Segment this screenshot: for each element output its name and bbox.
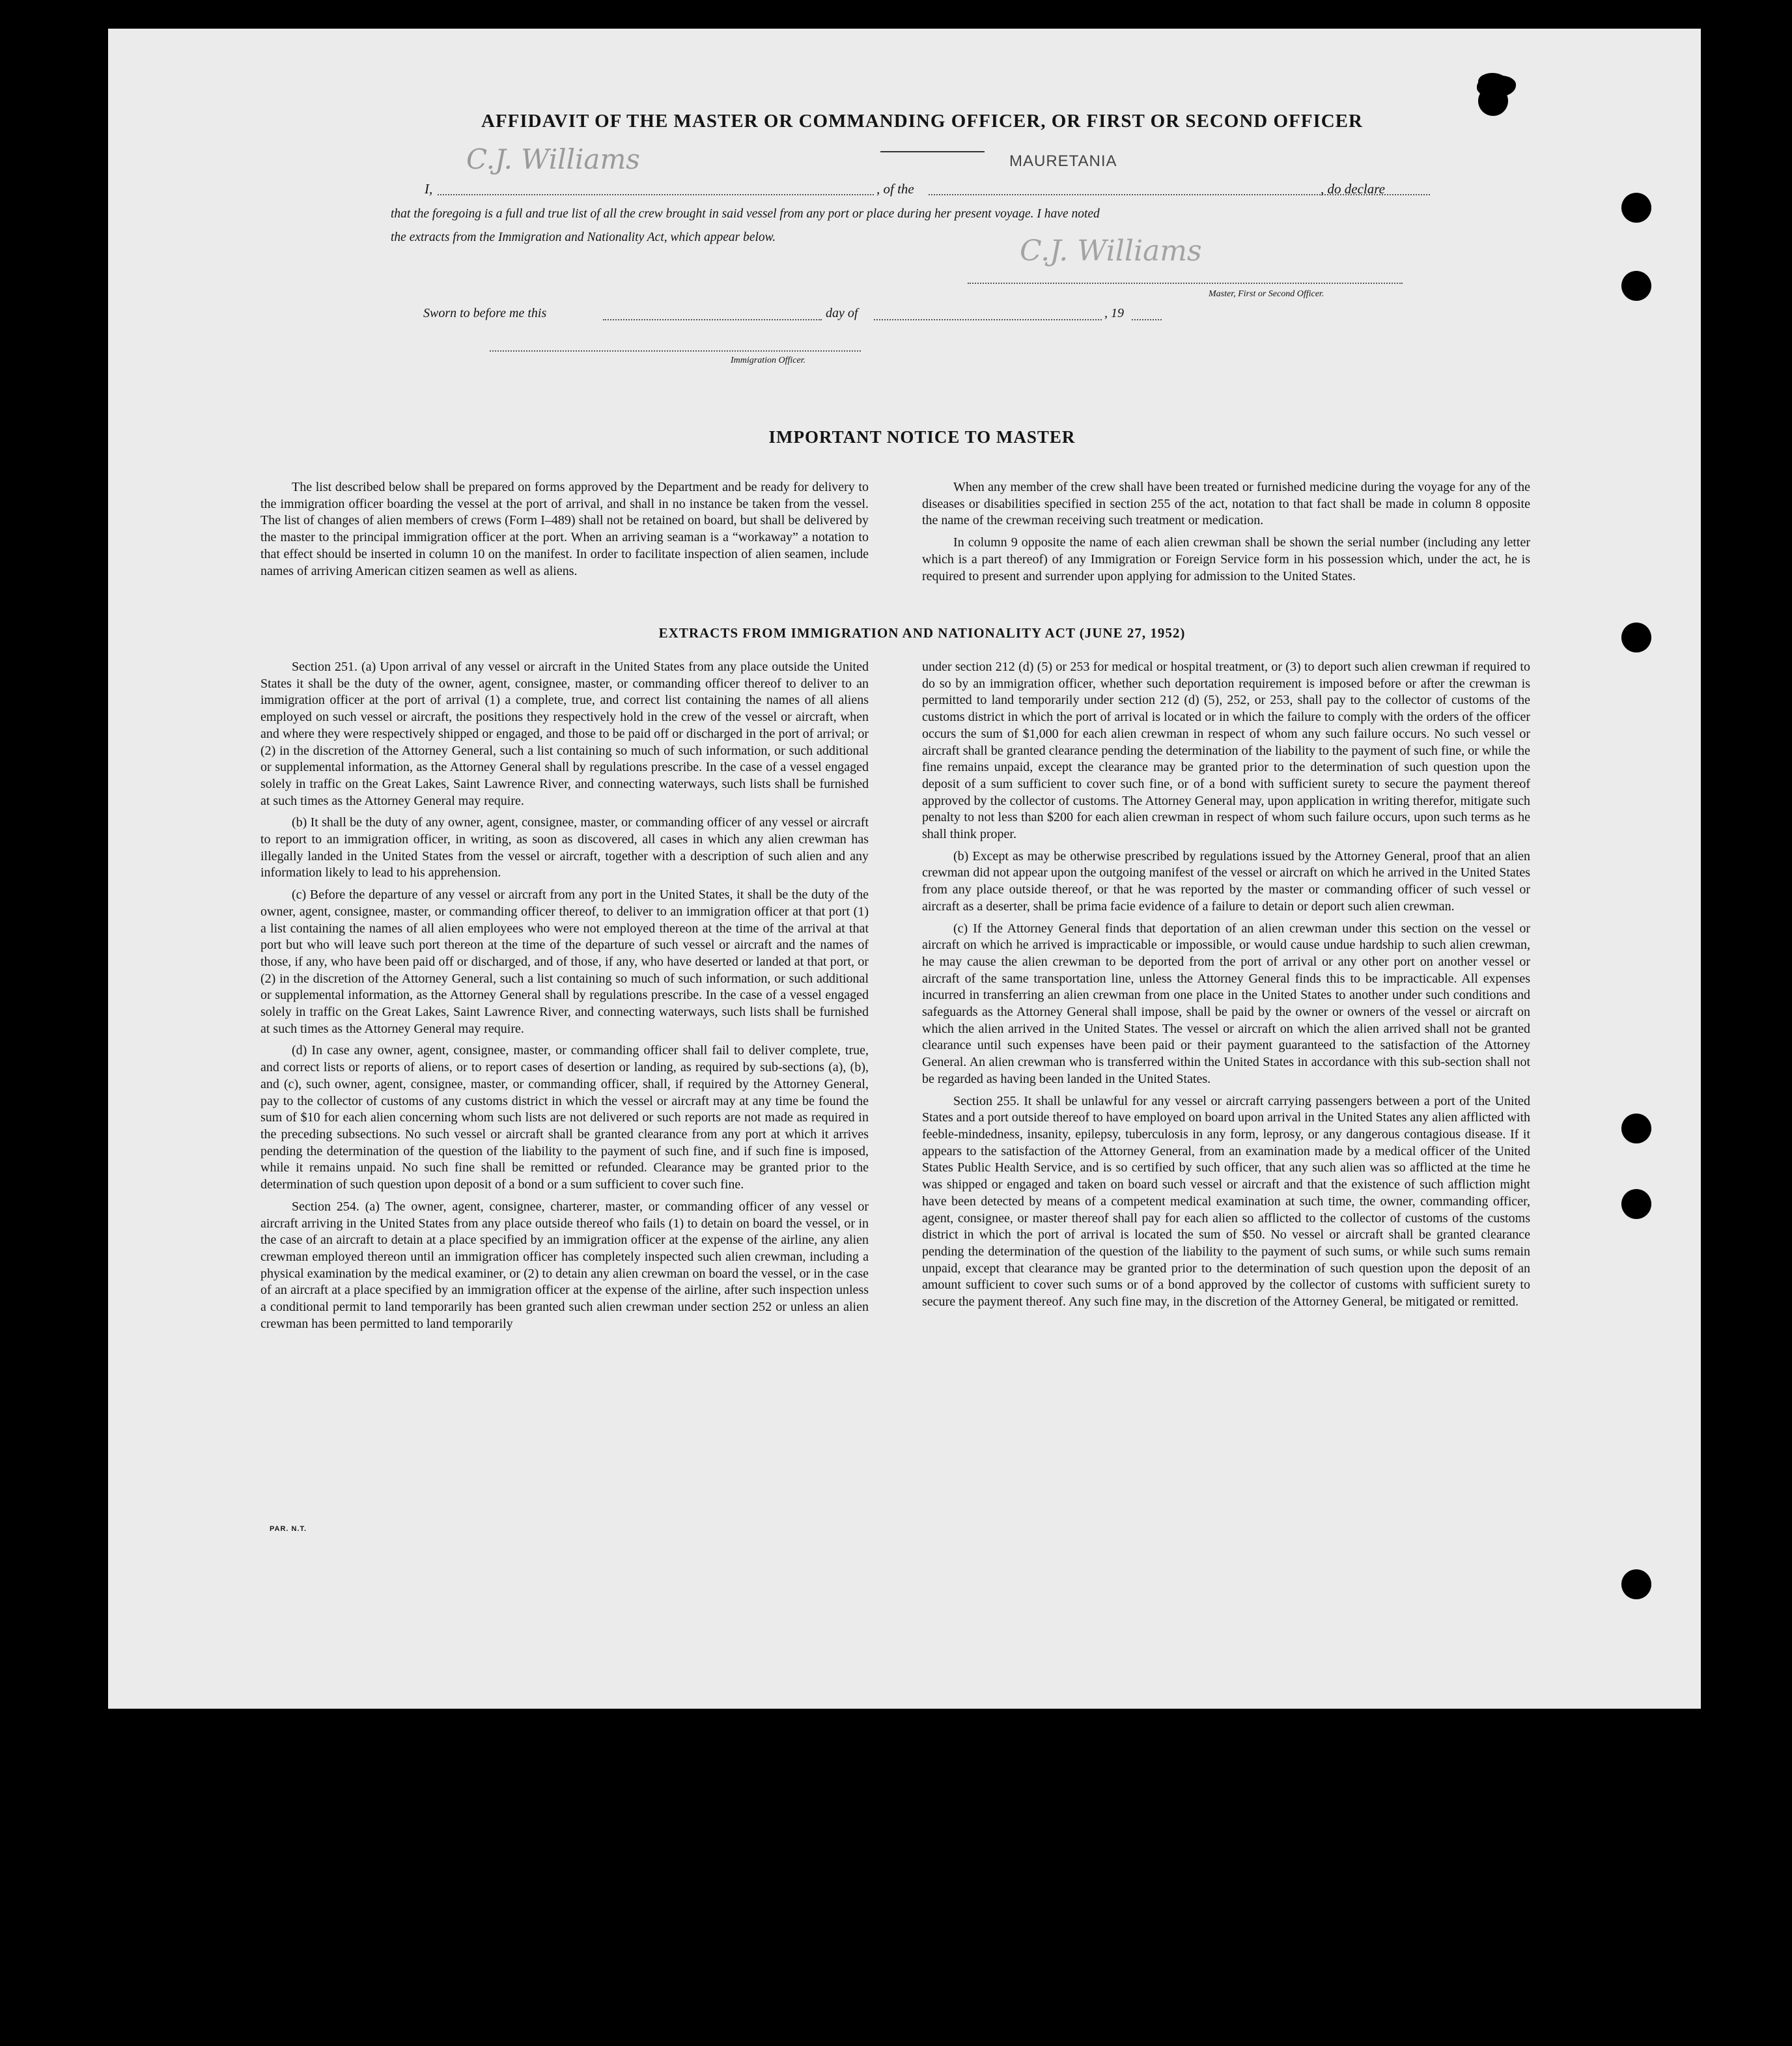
master-signature: C.J. Williams bbox=[1020, 234, 1202, 268]
immigration-officer-line bbox=[490, 350, 861, 352]
year-prefix: , 19 bbox=[1104, 306, 1124, 320]
act-section-paragraph: Section 254. (a) The owner, agent, consignee, charterer, master, or commanding officer of any vessel or aircraft arriving in the United States from any place outside thereof who fails (1) to detain on board the vessel, or in the case of an aircraft to detain at a place specified by an immigration officer at the expense of the airline, any alien crewman employed thereon until an immigration officer has completely inspected such alien crewman, including a physical examination by the medical examiner, or (2) to detain any alien crewman on board the vessel, or in the case of an aircraft at a place specified by an immigration officer at the expense of the airline, after such inspection unless a conditional permit to land temporarily has been granted such alien crewman under section 252 or unless an alien crewman has been permitted to land temporarily bbox=[260, 1199, 869, 1331]
act-section-paragraph: (c) If the Attorney General finds that deportation of an alien crewman under this section on the vessel or aircraft on which he arrived is impracticable or impossible, or would cause undue hardship to such alien crewman, he may cause the alien crewman to be deported from the port of arrival or any other port on another vessel or aircraft of the same transportation line, unless the Attorney General finds this to be impracticable. All expenses incurred in transferring an alien crewman from one place in the United States to another under such conditions and safeguards as the Attorney General shall impose, shall be paid by the owner or owners of the vessel or aircraft on which the alien arrived in the United States. The vessel or aircraft on which the alien arrived shall not be granted clearance until such expenses have been paid or their payment guaranteed to the satisfaction of the Attorney General. An alien crewman who is transferred within the United States in accordance with this sub-section shall not be regarded as having been landed in the United States. bbox=[922, 921, 1530, 1086]
notice-paragraph: In column 9 opposite the name of each alien crewman shall be shown the serial number (including any letter which is a part thereof) of any Immigration or Foreign Service form in his possession which, under the act, he is required to present and surrender upon applying for admission to the United States. bbox=[922, 535, 1530, 583]
notice-paragraph: The list described below shall be prepared on forms approved by the Department and be ready for delivery to the immigration officer boarding the vessel at the port of arrival, and shall in no instance be taken from the vessel. The list of changes of alien members of crews (Form I–489) shall not be retained on board, but shall be delivered by the master to the principal immigration officer at the port. When an arriving seaman is a “workaway” a notation to that effect should be inserted in column 10 on the manifest. In order to facilitate inspection of alien seamen, include names of arriving American citizen seamen as well as aliens. bbox=[260, 480, 869, 578]
notice-right-column bbox=[922, 479, 1530, 590]
statement-line-1: that the foregoing is a full and true list of all the crew brought in said vessel from any port or place during her present voyage. I have noted bbox=[391, 207, 1100, 221]
act-section-paragraph: (b) It shall be the duty of any owner, agent, consignee, master, or commanding officer of any vessel or aircraft to report to an immigration officer, in writing, as soon as discovered, all cases in which any alien crewman has illegally landed in the United States from the vessel or aircraft, together with a description of such alien and any information likely to lead to his apprehension. bbox=[260, 815, 869, 880]
extracts-title: EXTRACTS FROM IMMIGRATION AND NATIONALITY ACT (JUNE 27, 1952) bbox=[658, 625, 1186, 641]
act-section-paragraph: under section 212 (d) (5) or 253 for medical or hospital treatment, or (3) to deport such alien crewman if required to do so by an immigration officer, whether such deportation requirement is imposed before or after the crewman is permitted to land temporarily under section 212 (d) (5), 252, or 253, shall pay to the collector of customs of the customs district in which the port of arrival is located or in which the failure to comply with the orders of the officer occurs the sum of $1,000 for each alien crewman in respect of whom any such failure occurs. No such vessel or aircraft shall be granted clearance pending the determination of the liability to the payment of such fine, or while the fine remains unpaid, except the clearance may be granted prior to the determination of such question upon the deposit of a sum sufficient to cover such fine, or of a bond with sufficient surety to secure the payment thereof approved by the collector of customs. The Attorney General may, upon application in writing therefor, mitigate such penalty to not less than $200 for each alien crewman in respect of whom such failure occurs, upon such terms as he shall think proper. bbox=[922, 660, 1530, 842]
master-caption: Master, First or Second Officer. bbox=[1209, 289, 1324, 299]
punch-hole bbox=[1621, 271, 1651, 301]
punch-hole bbox=[1621, 193, 1651, 223]
extracts-right-column bbox=[922, 659, 1530, 1316]
sworn-day-line bbox=[603, 319, 822, 320]
of-the-label: , of the bbox=[876, 181, 914, 197]
do-declare-label: , do declare bbox=[1321, 181, 1385, 197]
punch-hole bbox=[1621, 623, 1651, 652]
form-footer-code: PAR. N.T. bbox=[270, 1525, 307, 1533]
act-section-paragraph: Section 251. (a) Upon arrival of any vessel or aircraft in the United States from any place outside the United States it shall be the duty of the owner, agent, consignee, master, or commanding officer thereof to deliver to an immigration officer at the port of arrival (1) a complete, true, and correct list containing the names of all aliens employed on such vessel or aircraft, the positions they respectively hold in the crew of the vessel or aircraft, when and where they were respectively shipped or engaged, and those to be paid off or discharged in the port of arrival; or (2) in the discretion of the Attorney General, such a list containing so much of such information, or such additional or supplemental information, as the Attorney General shall by regulations prescribe. In the case of a vessel engaged solely in traffic on the Great Lakes, Saint Lawrence River, and connecting waterways, such lists shall be furnished at such times as the Attorney General may require. bbox=[260, 660, 869, 808]
affidavit-title: AFFIDAVIT OF THE MASTER OR COMMANDING OFFICER, OR FIRST OR SECOND OFFICER bbox=[481, 111, 1363, 132]
i-label: I, bbox=[425, 181, 433, 197]
punch-hole bbox=[1621, 1114, 1651, 1143]
sworn-label: Sworn to before me this bbox=[423, 306, 547, 320]
year-line bbox=[1132, 319, 1162, 320]
sworn-month-line bbox=[874, 319, 1102, 320]
extracts-left-column bbox=[260, 659, 869, 1338]
immigration-officer-caption: Immigration Officer. bbox=[731, 356, 806, 365]
notice-left-column bbox=[260, 479, 869, 585]
notice-paragraph: When any member of the crew shall have been treated or furnished medicine during the voyage for any of the diseases or disabilities specified in section 255 of the act, notation to that fact shall be made in column 8 opposite the name of the crewman receiving such treatment or medication. bbox=[922, 480, 1530, 528]
name-line bbox=[438, 194, 874, 195]
act-section-paragraph: (c) Before the departure of any vessel or aircraft from any port in the United States, it shall be the duty of the owner, agent, consignee, master, or commanding officer thereof, to deliver to an immigration officer at that port (1) a list containing the names of all alien employees who were not employed thereon at the time of the arrival at that port but who will leave such port thereon at the time of the departure of such vessel or aircraft and the names of those, if any, who have been paid off or discharged, and of those, if any, who have deserted or landed at that port, or (2) in the discretion of the Attorney General, such a list containing so much of such information, or such additional or supplemental information, as the Attorney General shall by regulations prescribe. In the case of a vessel engaged solely in traffic on the Great Lakes, Saint Lawrence River, and connecting waterways, such lists shall be furnished at such times as the Attorney General may require. bbox=[260, 888, 869, 1036]
notice-title: IMPORTANT NOTICE TO MASTER bbox=[768, 427, 1076, 447]
title-divider bbox=[880, 151, 985, 152]
statement-line-2: the extracts from the Immigration and Nationality Act, which appear below. bbox=[391, 231, 776, 244]
master-signature-line bbox=[968, 283, 1403, 284]
day-of-label: day of bbox=[826, 306, 858, 320]
punch-hole bbox=[1621, 1569, 1651, 1599]
act-section-paragraph: (b) Except as may be otherwise prescribed by regulations issued by the Attorney General, proof that an alien crewman did not appear upon the outgoing manifest of the vessel or aircraft on which he arrived in the United States from any place outside thereof, or that he was reported by the master or commanding officer of such vessel or aircraft as a deserter, shall be prima facie evidence of a failure to detain or deport such alien crewman. bbox=[922, 848, 1530, 914]
officer-signature: C.J. Williams bbox=[466, 143, 640, 175]
act-section-paragraph: Section 255. It shall be unlawful for any vessel or aircraft carrying passengers between a port of the United States and a port outside thereof to have employed on board upon arrival in the United States any alien afflicted with feeble-mindedness, insanity, epilepsy, tuberculosis in any form, leprosy, or any dangerous contagious disease. If it appears to the satisfaction of the Attorney General, from an examination made by a medical officer of the United States Public Health Service, and is so certified by such officer, that any such alien was so afflicted at the time he was shipped or engaged and taken on board such vessel or aircraft and that the existence of such affliction might have been detected by means of a competent medical examination at such time, the owner, commanding officer, agent, consignee, or master thereof shall pay for each alien so afflicted to the collector of customs of the customs district in which the port of arrival is located the sum of $50. No vessel or aircraft shall be granted clearance pending the determination of the question of the liability to the payment of such sums, or while such sums remain unpaid, except that clearance may be granted prior to the determination of such question upon the deposit of an amount sufficient to cover such sums or of a bond approved by the collector of customs with sufficient surety to secure the payment thereof. Any such fine may, in the discretion of the Attorney General, be mitigated or remitted. bbox=[922, 1093, 1530, 1310]
act-section-paragraph: (d) In case any owner, agent, consignee, master, or commanding officer shall fail to deliver complete, true, and correct lists or reports of aliens, or to report cases of desertion or landing, as required by sub-sections (a), (b), and (c), such owner, agent, consignee, master, or commanding officer, shall, if required by the Attorney General, pay to the collector of customs of any customs district in which the vessel or aircraft may at any time be found the sum of $10 for each alien concerning whom such lists are not delivered or such reports are not made as required in the preceding subsections. No such vessel or aircraft shall be granted clearance from any port at which it arrives pending the determination of the question of the liability to the payment of such fine, and if such fine is imposed, while it remains unpaid. No such fine shall be remitted or refunded. Clearance may be granted prior to the determination of such question upon deposit of a bond or a sum sufficient to cover such fine. bbox=[260, 1043, 869, 1192]
punch-hole bbox=[1621, 1189, 1651, 1219]
vessel-name-stamp: MAURETANIA bbox=[1009, 152, 1117, 170]
document-page bbox=[108, 29, 1701, 1709]
